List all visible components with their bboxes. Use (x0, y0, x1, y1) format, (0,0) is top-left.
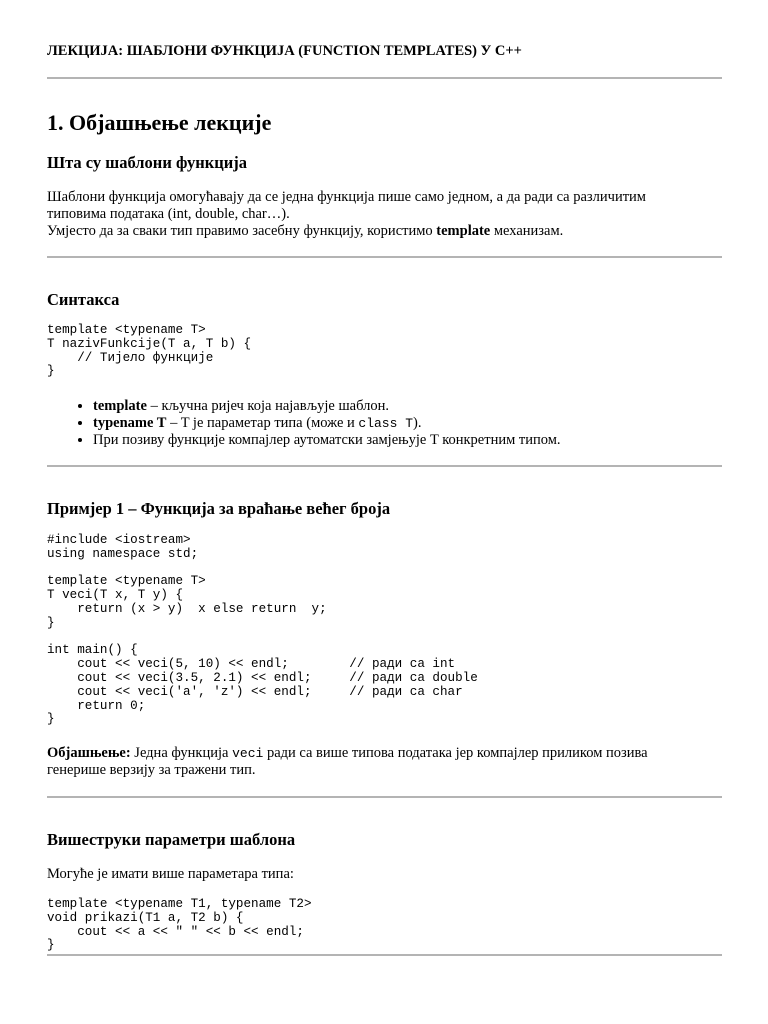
inline-code: class T (358, 416, 414, 431)
bullet-text: ). (413, 415, 422, 431)
divider (47, 465, 722, 467)
bullet-item (93, 415, 561, 432)
intro-paragraph (47, 189, 722, 240)
example-code-block: #include <iostream> using namespace std; template <typename T> T veci(T x, T y) { return (x > y) x else return y; } int main() { cout << veci(5, 10) << endl; // ради са int cout << veci(3.5, 2.1) << endl; // ради са double cout << veci('a', 'z') << endl; // ради са char return 0; } (47, 533, 478, 727)
subsection-heading: Шта су шаблони функција (47, 153, 247, 172)
divider (47, 77, 722, 79)
multiparams-intro (47, 866, 722, 883)
text-line: Могуће је имати више параметара типа: (47, 866, 294, 882)
syntax-code-block: template <typename T> T nazivFunkcije(T a, T b) { // Тијело функције } (47, 323, 252, 379)
bullet-term: template (93, 398, 147, 414)
bullet-text: При позиву функције компајлер аутоматски замјењује T конкретним типом. (93, 432, 561, 448)
bullet-item (93, 398, 561, 415)
explanation-label: Објашњење: (47, 745, 131, 761)
bullet-text: – T је параметар типа (може и (166, 415, 359, 431)
text-line: Шаблони функција омогућавају да се једна функција пише само једном, а да ради са различитим (47, 189, 646, 205)
multiparams-heading: Вишеструки параметри шаблона (47, 830, 296, 849)
text-run: Једна функција (130, 745, 233, 761)
text-line (47, 223, 722, 240)
explanation-paragraph (47, 745, 722, 779)
syntax-bullet-list (47, 398, 561, 449)
bullet-term: typename T (93, 415, 167, 431)
example-heading: Примјер 1 – Функција за враћање већег броја (47, 499, 391, 518)
inline-code: veci (232, 746, 264, 761)
divider (47, 796, 722, 798)
text-run: механизам. (490, 223, 564, 239)
syntax-heading: Синтакса (47, 290, 120, 309)
bullet-text: – кључна ријеч која најављује шаблон. (146, 398, 389, 414)
divider (47, 954, 722, 956)
text-line: типовима података (int, double, char…). (47, 206, 290, 222)
section-heading: 1. Објашњење лекције (47, 110, 272, 135)
bullet-item (93, 432, 561, 449)
text-line (47, 745, 722, 762)
text-run: Умјесто да за сваки тип правимо засебну функцију, користимо (47, 223, 437, 239)
text-run: ради са више типова података јер компајлер приликом позива (263, 745, 648, 761)
divider (47, 256, 722, 258)
multiparams-code-block: template <typename T1, typename T2> void prikazi(T1 a, T2 b) { cout << a << " " << b << endl; } (47, 897, 312, 953)
bold-keyword: template (436, 223, 491, 239)
text-line: генерише верзију за тражени тип. (47, 762, 256, 778)
document-header: ЛЕКЦИЈА: ШАБЛОНИ ФУНКЦИЈА (FUNCTION TEMPLATES) У C++ (47, 43, 522, 59)
